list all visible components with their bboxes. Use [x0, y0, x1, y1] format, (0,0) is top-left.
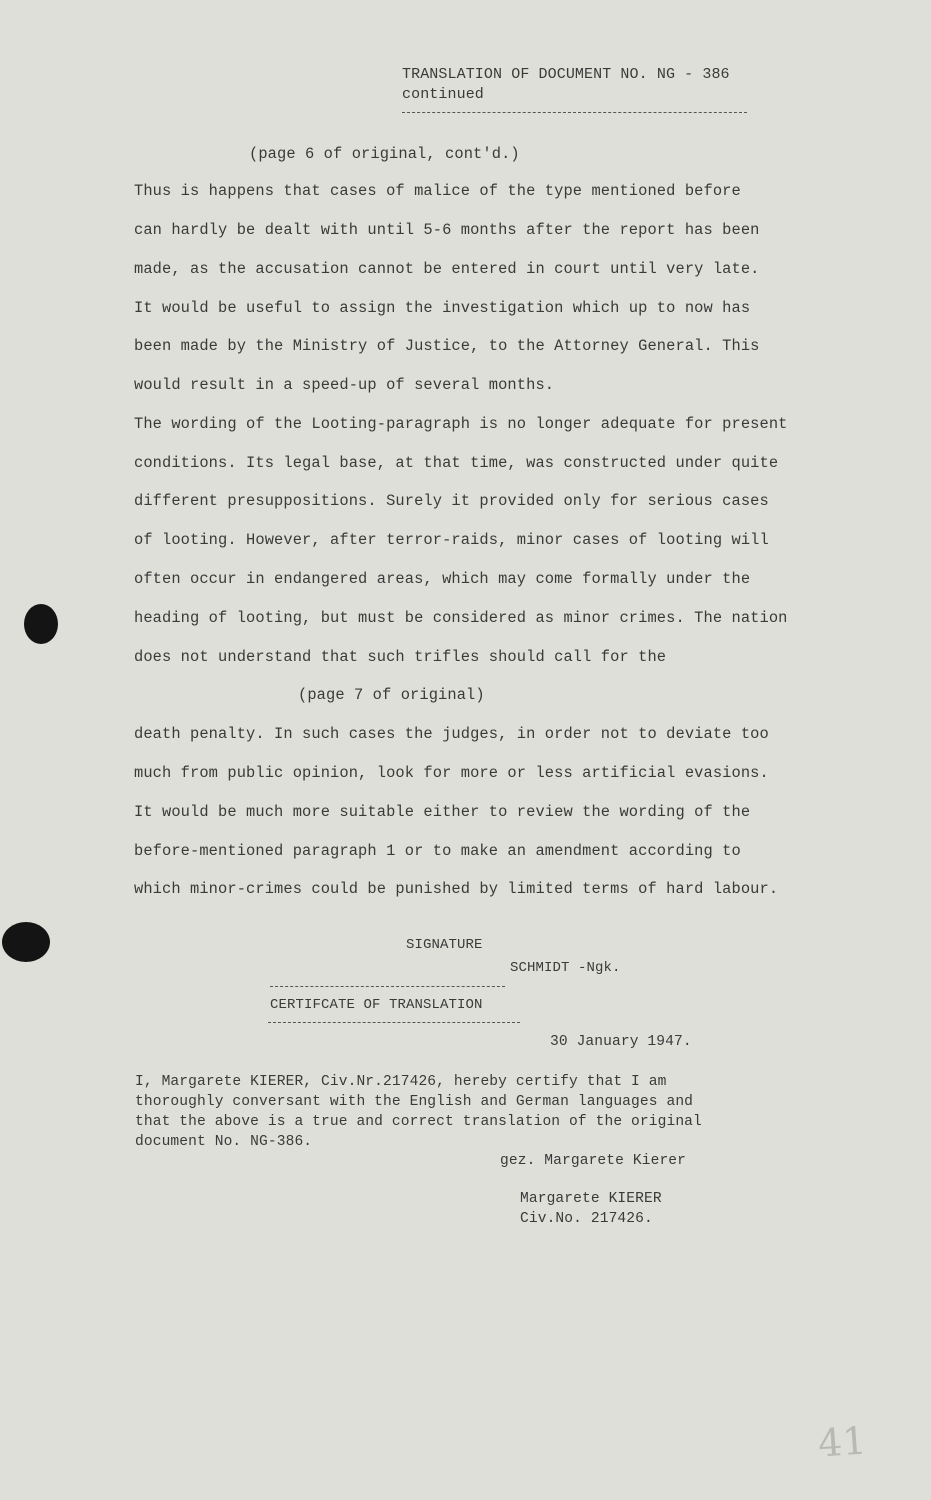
document-title: TRANSLATION OF DOCUMENT NO. NG - 386	[402, 66, 730, 83]
certificate-line: I, Margarete KIERER, Civ.Nr.217426, hereby certify that I am	[135, 1074, 667, 1090]
text-line: of looting. However, after terror-raids, minor cases of looting will	[134, 531, 769, 549]
certificate-rule-top	[270, 986, 505, 987]
certificate-date: 30 January 1947.	[550, 1034, 692, 1050]
text-line: Thus is happens that cases of malice of the type mentioned before	[134, 182, 741, 200]
certificate-line: thoroughly conversant with the English and German languages and	[135, 1094, 694, 1110]
text-line: made, as the accusation cannot be entered in court until very late.	[134, 260, 760, 278]
signature-name: SCHMIDT -Ngk.	[510, 960, 621, 976]
text-line: been made by the Ministry of Justice, to the Attorney General. This	[134, 337, 760, 355]
text-line: It would be useful to assign the investigation which up to now has	[134, 299, 751, 317]
punch-hole-top	[24, 604, 58, 644]
signed-by: gez. Margarete Kierer	[500, 1153, 687, 1169]
text-line: which minor-crimes could be punished by limited terms of hard labour.	[134, 880, 779, 898]
punch-hole-bottom	[2, 922, 50, 962]
translator-civ-number: Civ.No. 217426.	[520, 1211, 653, 1227]
text-line: different presuppositions. Surely it provided only for serious cases	[134, 492, 769, 510]
text-line: The wording of the Looting-paragraph is no longer adequate for present	[134, 415, 788, 433]
text-line: heading of looting, but must be considered as minor crimes. The nation	[134, 609, 788, 627]
text-line: conditions. Its legal base, at that time, was constructed under quite	[134, 454, 779, 472]
header-rule	[402, 112, 747, 113]
text-line: It would be much more suitable either to review the wording of the	[134, 803, 751, 821]
text-line: much from public opinion, look for more or less artificial evasions.	[134, 764, 769, 782]
page-marker: (page 7 of original)	[298, 686, 485, 704]
text-line: does not understand that such trifles should call for the	[134, 648, 667, 666]
certificate-rule-bottom	[268, 1022, 520, 1023]
text-line: before-mentioned paragraph 1 or to make an amendment according to	[134, 842, 741, 860]
certificate-line: that the above is a true and correct translation of the original	[135, 1114, 702, 1130]
certificate-heading: CERTIFCATE OF TRANSLATION	[270, 997, 483, 1013]
text-line: death penalty. In such cases the judges, in order not to deviate too	[134, 725, 769, 743]
certificate-line: document No. NG-386.	[135, 1134, 313, 1150]
text-line: often occur in endangered areas, which may come formally under the	[134, 570, 751, 588]
handwritten-page-number: 41	[816, 1418, 868, 1466]
document-subtitle: continued	[402, 86, 484, 103]
text-line: would result in a speed-up of several months.	[134, 376, 555, 394]
translator-name: Margarete KIERER	[520, 1191, 662, 1207]
page-marker: (page 6 of original, cont'd.)	[249, 145, 520, 163]
signature-label: SIGNATURE	[406, 937, 483, 953]
text-line: can hardly be dealt with until 5-6 months after the report has been	[134, 221, 760, 239]
